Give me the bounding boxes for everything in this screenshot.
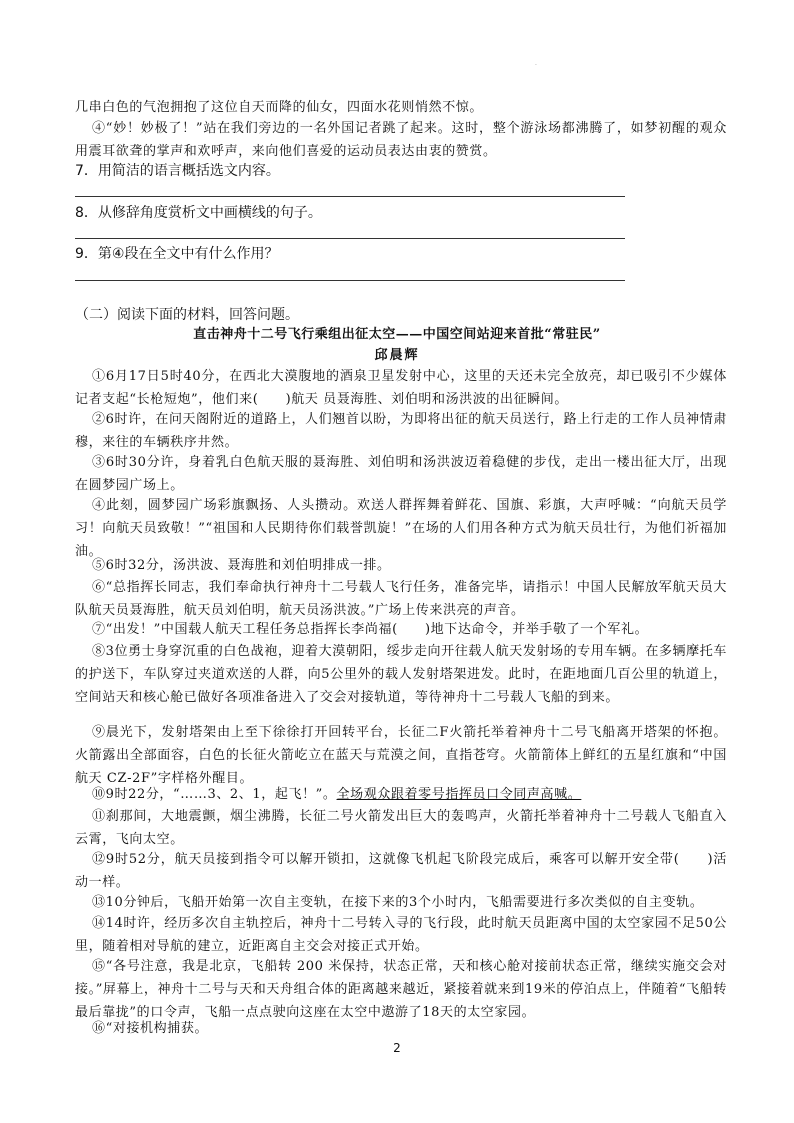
article-paragraph-6: ⑥“总指挥长同志，我们奉命执行神舟十二号载人飞行任务，准备完毕，请指示！中国人民解放军航天员大队航天员聂海胜，航天员刘伯明，航天员汤洪波。”广场上传来洪亮的声音。 [75, 580, 727, 618]
passage-tail-line: 几串白色的气泡拥抱了这位自天而降的仙女，四面水花则悄然不惊。 [75, 100, 484, 115]
article-paragraph-7: ⑦“出发！”中国载人航天工程任务总指挥长李尚福( )地下达命令，并举手敬了一个军礼。 [92, 622, 649, 637]
question-9: 9．第④段在全文中有什么作用？ [75, 246, 279, 262]
article-paragraph-12: ⑫9时52分，航天员接到指令可以解开锁扣，这就像飞机起飞阶段完成后，乘客可以解开安全带( )活动一样。 [75, 852, 727, 890]
article-paragraph-16: ⑯“对接机构捕获。 [92, 1021, 209, 1036]
article-paragraph-3: ③6时30分许，身着乳白色航天服的聂海胜、刘伯明和汤洪波迈着稳健的步伐，走出一楼出征大厅，出现在圆梦园广场上。 [75, 455, 727, 493]
article-paragraph-5: ⑤6时32分，汤洪波、聂海胜和刘伯明排成一排。 [92, 558, 391, 573]
article-paragraph-8: ⑧3位勇士身穿沉重的白色战袍，迎着大漠朝阳，绥步走向开往载人航天发射场的专用车辆。在多辆摩托车的护送下，车队穿过夹道欢送的人群，向5公里外的载人发射塔架进发。此时，在距地面几百公里的轨道上，空间站天和核心舱已做好各项准备进入了交会对接轨道，等待神舟十二号载人飞船的到来。 [75, 644, 727, 705]
page-number: 2 [393, 1041, 401, 1055]
question-7: 7．用简洁的语言概括选文内容。 [75, 163, 280, 179]
underlined-sentence: 全场观众跟着零号指挥员口令同声高喊。 [336, 787, 582, 802]
article-paragraph-14: ⑭14时许，经历多次自主轨控后，神舟十二号转入寻的飞行段，此时航天员距离中国的太空家园不足50公里，随着相对导航的建立，近距离自主交会对接正式开始。 [75, 916, 727, 954]
scan-dot: . [535, 60, 537, 67]
article-author: 邱晨辉 [374, 348, 420, 363]
article-paragraph-1: ①6月17日5时40分，在西北大漠腹地的酒泉卫星发射中心，这里的天还未完全放亮，却已吸引不少媒体记者支起“长枪短炮”，他们来( )航天 员聂海胜、刘伯明和汤洪波的出征瞬间。 [75, 369, 727, 407]
article-paragraph-11: ⑪刹那间，大地震颤，烟尘沸腾，长征二号火箭发出巨大的轰鸣声，火箭托举着神舟十二号载人飞船直入云霄，飞向太空。 [75, 809, 727, 847]
answer-line-7[interactable] [75, 196, 625, 197]
article-paragraph-2: ②6时许，在问天阁附近的道路上，人们翘首以盼，为即将出征的航天员送行，路上行走的工作人员神情肃穆，来往的车辆秩序井然。 [75, 412, 727, 450]
paragraph-10-text: ⑩9时22分，“……3、2、1，起飞！”。 [92, 787, 337, 802]
article-paragraph-4: ④此刻，圆梦园广场彩旗飘扬、人头攒动。欢送人群挥舞着鲜花、国旗、彩旗，大声呼喊：“向航天员学习！向航天员致敬！”“祖国和人民期待你们载誉凯旋！”在场的人们用各种方式为航天员壮行，为他们祈福加油。 [75, 498, 727, 559]
article-paragraph-10 [75, 783, 727, 806]
article-paragraph-9: ⑨晨光下，发射塔架由上至下徐徐打开回转平台，长征二F火箭托举着神舟十二号飞船离开塔架的怀抱。火箭露出全部面容，白色的长征火箭屹立在蓝天与荒漠之间，直指苍穹。火箭箭体上鲜红的五星红旗和“中国航天 CZ-2F”字样格外醒目。 [75, 725, 727, 786]
question-8: 8．从修辞角度赏析文中画横线的句子。 [75, 205, 322, 221]
passage-paragraph-4: ④“妙！妙极了！”站在我们旁边的一名外国记者跳了起来。这时，整个游泳场都沸腾了，如梦初醒的观众用震耳欲聋的掌声和欢呼声，来向他们喜爱的运动员表达由衷的赞赏。 [75, 121, 727, 159]
article-paragraph-13: ⑬10分钟后，飞船开始第一次自主变轨，在接下来的3个小时内，飞船需要进行多次类似的自主变轨。 [92, 895, 704, 910]
section-heading: （二）阅读下面的材料，回答问题。 [75, 307, 299, 323]
article-title: 直击神舟十二号飞行乘组出征太空——中国空间站迎来首批“常驻民” [193, 327, 601, 342]
article-paragraph-15: ⑮“各号注意，我是北京，飞船转 200 米保持，状态正常，天和核心舱对接前状态正常，继续实施交会对接。”屏幕上，神舟十二号与天和天舟组合体的距离越来越近，紧接着就来到19米的停泊点上，伴随着“飞船转最后靠拢”的口令声，飞船一点点驶向这座在太空中遨游了18天的太空家园。 [75, 959, 727, 1020]
answer-line-9[interactable] [75, 280, 625, 281]
answer-line-8[interactable] [75, 238, 625, 239]
